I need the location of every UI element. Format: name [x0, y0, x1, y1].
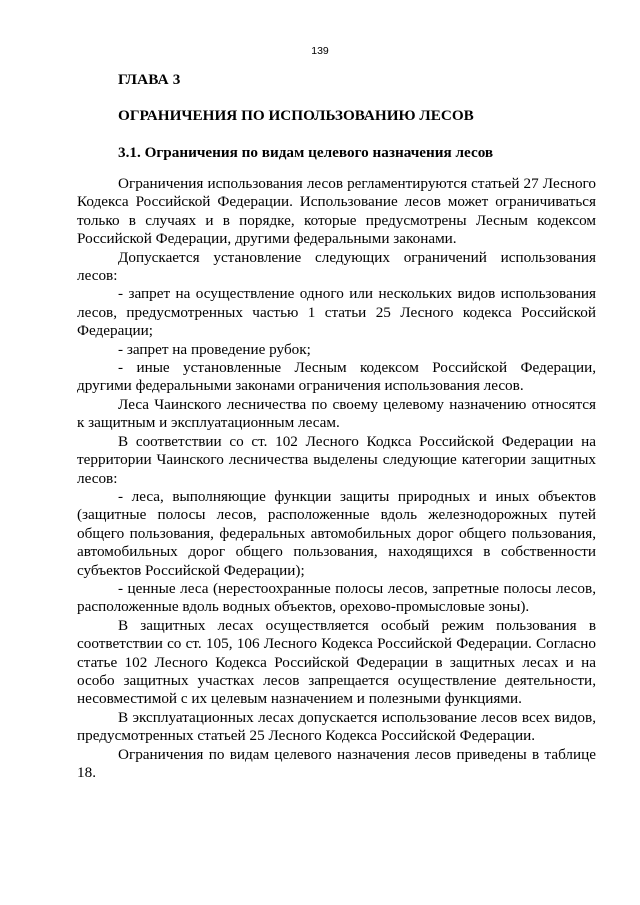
- paragraph: Ограничения по видам целевого назначения лесов приведены в таблице 18.: [77, 745, 596, 781]
- page-number: 139: [311, 45, 329, 57]
- section-heading: 3.1. Ограничения по видам целевого назначения лесов: [118, 144, 494, 161]
- paragraph: В защитных лесах осуществляется особый режим пользования в соответствии со ст. 105, 106 Лесного Кодекса Российской Федерации. Согласно статье 102 Лесного Кодекса Российской Федерации в защитных лесах и на особо защитных участках лесов запрещается осуществление деятельности, несовместимой с их целевым назначением и полезными функциями.: [77, 616, 596, 708]
- paragraph: Допускается установление следующих ограничений использования лесов:: [77, 248, 596, 285]
- paragraph: В эксплуатационных лесах допускается использование лесов всех видов, предусмотренных статьей 25 Лесного Кодекса Российской Федерации.: [77, 708, 596, 745]
- list-item: - запрет на проведение рубок;: [118, 340, 311, 358]
- chapter-heading: ГЛАВА 3: [118, 71, 181, 88]
- list-item: - леса, выполняющие функции защиты природных и иных объектов (защитные полосы лесов, расположенные вдоль железнодорожных путей общего пользования, федеральных автомобильных дорог общего пользования, автомобильных дорог общего пользования, находящихся в собственности субъектов Российской Федерации);: [77, 487, 596, 579]
- paragraph: Ограничения использования лесов регламентируются статьей 27 Лесного Кодекса Российской Федерации. Использование лесов может ограничиваться только в случаях и в порядке, которые предусмотрены Лесным кодексом Российской Федерации, другими федеральными законами.: [77, 175, 596, 248]
- paragraph: В соответствии со ст. 102 Лесного Кодкса Российской Федерации на территории Чаинского лесничества выделены следующие категории защитных лесов:: [77, 432, 596, 487]
- chapter-title: ОГРАНИЧЕНИЯ ПО ИСПОЛЬЗОВАНИЮ ЛЕСОВ: [118, 107, 474, 124]
- list-item: - иные установленные Лесным кодексом Российской Федерации, другими федеральными законами ограничения использования лесов.: [77, 359, 596, 395]
- list-item: - запрет на осуществление одного или нескольких видов использования лесов, предусмотренных частью 1 статьи 25 Лесного кодекса Российской Федерации;: [77, 285, 596, 340]
- list-item: - ценные леса (нерестоохранные полосы лесов, запретные полосы лесов, расположенные вдоль водных объектов, орехово-промысловые зоны).: [77, 579, 596, 616]
- paragraph: Леса Чаинского лесничества по своему целевому назначению относятся к защитным и эксплуатационным лесам.: [77, 395, 596, 432]
- body-text: [77, 175, 596, 782]
